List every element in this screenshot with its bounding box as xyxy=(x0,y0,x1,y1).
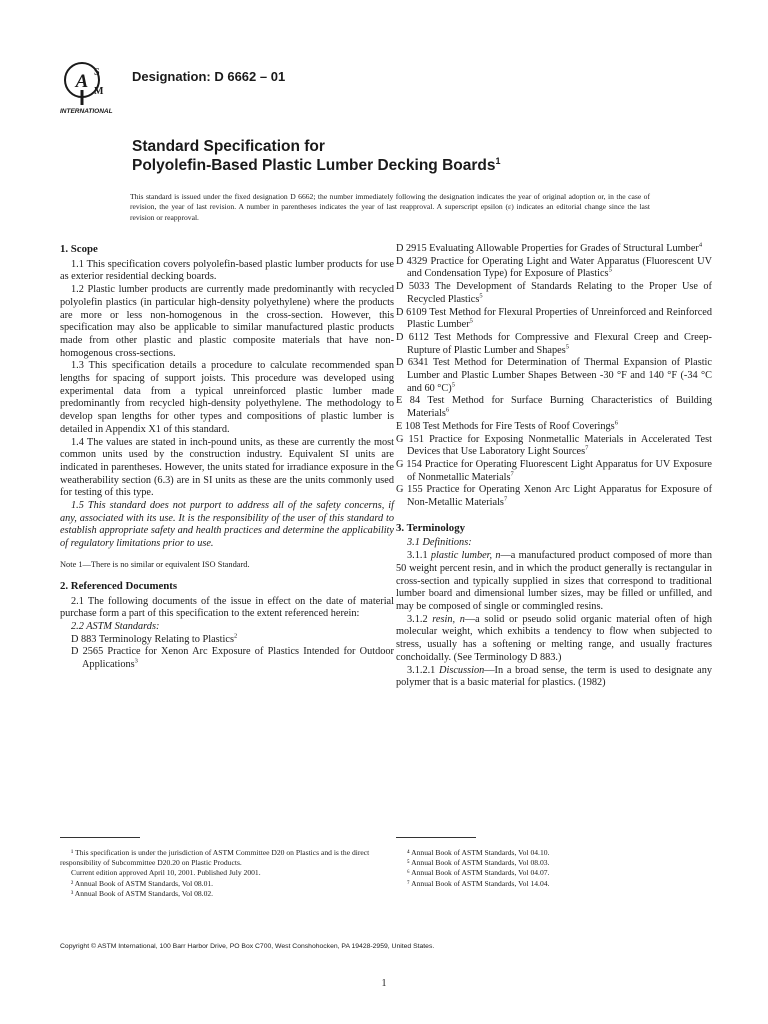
paragraph-1-1: 1.1 This specification covers polyolefin-based plastic lumber products for use as exterior residential decking boards. xyxy=(60,258,394,283)
reference-item: D 6109 Test Method for Flexural Properties of Unreinforced and Reinforced Plastic Lumber$^5$ xyxy=(396,306,712,331)
page-number: 1 xyxy=(381,978,387,989)
footnote: ⁴ Annual Book of ASTM Standards, Vol 04.10. xyxy=(407,848,550,857)
section-heading-references: 2. Referenced Documents xyxy=(60,579,178,592)
reference-item: D 2915 Evaluating Allowable Properties for Grades of Structural Lumber$^4$ xyxy=(396,241,703,254)
footnote: ⁶ Annual Book of ASTM Standards, Vol 04.07. xyxy=(407,868,550,878)
paragraph-2-1: 2.1 The following documents of the issue in effect on the date of material purchase form a part of this specification to the extent referenced herein: xyxy=(60,595,394,620)
designation: Designation: D 6662 – 01 xyxy=(132,69,286,84)
reference-item: G 154 Practice for Operating Fluorescent Light Apparatus for UV Exposure of Nonmetallic Materials$^7$ xyxy=(396,458,712,483)
reference-item: E 84 Test Method for Surface Burning Characteristics of Building Materials$^6$ xyxy=(396,395,712,420)
reference-item: E 108 Test Methods for Fire Tests of Roof Coverings$^6$ xyxy=(396,419,618,432)
paragraph-2-2: 2.2 ASTM Standards: xyxy=(71,620,160,632)
paragraph-3-1-1: 3.1.1 plastic lumber, n—a manufactured product composed of more than 50 weight percent resin, and in which the product generally is rectangular in cross-section and typically supplied in sizes that correspond to traditional lumber board and dimensional lumber sizes, may be filled or unfilled, and may be composed of single or commingled resins. xyxy=(396,550,712,612)
paragraph-1-4: 1.4 The values are stated in inch-pound units, as these are currently the most common units used by the construction industry. Equivalent SI units are indicated in parentheses. However, the units stated for irradiance exposure in the weatherability section (6.3) are in SI units as these are the units commonly used for testing of this type. xyxy=(60,436,394,499)
paragraph-3-1-2: 3.1.2 resin, n—a solid or pseudo solid organic material often of high molecular weight, which exhibits a tendency to flow when subjected to stress, usually has a softening or melting range, and usually fractures conchoidally. (See Terminology D 883.) xyxy=(396,613,713,663)
document-title xyxy=(132,137,501,175)
footnote: ² Annual Book of ASTM Standards, Vol 08.01. xyxy=(71,878,214,888)
footnote: ⁷ Annual Book of ASTM Standards, Vol 14.04. xyxy=(407,878,550,888)
paragraph-3-1-2-1: 3.1.2.1 Discussion—In a broad sense, the term is used to designate any polymer that is a basic material for plastics. (1982) xyxy=(396,664,713,689)
section-heading-scope: 1. Scope xyxy=(60,243,98,255)
footnote: ⁵ Annual Book of ASTM Standards, Vol 08.03. xyxy=(407,858,550,868)
reference-item: D 5033 The Development of Standards Relating to the Proper Use of Recycled Plastics$^5$ xyxy=(396,281,712,305)
svg-text:M: M xyxy=(94,86,104,97)
svg-text:A: A xyxy=(75,71,89,92)
title-line-1: Standard Specification for xyxy=(132,138,325,155)
footnote-rule-right xyxy=(396,837,476,838)
logo-text: INTERNATIONAL xyxy=(60,108,113,115)
paragraph-1-5: 1.5 This standard does not purport to address all of the safety concerns, if any, associated with its use. It is the responsibility of the user of this standard to establish appropriate safety and health practices and determine the applicability of regulatory limitations prior to use. xyxy=(60,500,394,550)
copyright-line: Copyright © ASTM International, 100 Barr Harbor Drive, PO Box C700, West Conshohocken, PA 19428-2959, United States. xyxy=(60,943,435,950)
title-line-2: Polyolefin-Based Plastic Lumber Decking Boards$^1$ xyxy=(132,155,501,174)
footnotes-left xyxy=(60,848,382,899)
reference-item: G 151 Practice for Exposing Nonmetallic Materials in Accelerated Test Devices that Use Laboratory Light Sources$^7$ xyxy=(396,433,712,458)
svg-text:S: S xyxy=(94,67,100,78)
footnotes-right xyxy=(396,848,712,889)
note-1: Note 1—There is no similar or equivalent ISO Standard. xyxy=(60,559,250,569)
astm-logo xyxy=(60,60,120,116)
reference-list xyxy=(396,243,712,510)
footnote: ¹ This specification is under the jurisdiction of ASTM Committee D20 on Plastics and is the direct responsibility of Subcommittee D20.20 on Plastic Products. xyxy=(60,848,370,868)
intro-notice: This standard is issued under the fixed designation D 6662; the number immediately following the designation indicates the year of original adoption or, in the case of revision, the year of last revision. A number in parentheses indicates the year of last reapproval. A superscript epsilon (ε) indicates an editorial change since the last revision or reapproval. xyxy=(130,192,650,222)
reference-item: D 6341 Test Method for Determination of Thermal Expansion of Plastic Lumber and Plastic Lumber Shapes Between -30 °F and 140 °F (-34 °C and 60 °C)$^5$ xyxy=(396,357,712,394)
section-heading-terminology: 3. Terminology xyxy=(396,521,465,534)
left-column xyxy=(60,243,394,672)
paragraph-1-3: 1.3 This specification details a procedure to calculate recommended span lengths for spacing of support joists. This procedure was developed using experimental data from a typical unreinforced plastic lumber made predominantly from recycled high-density polyethylene. The methodology to develop span lengths for other types and compositions of plastic lumber is detailed in Appendix X1 of this standard. xyxy=(60,360,394,435)
ref-d2565: D 2565 Practice for Xenon Arc Exposure of Plastics Intended for Outdoor Applications$^3$ xyxy=(71,646,394,671)
reference-item: D 4329 Practice for Operating Light and Water Apparatus (Fluorescent UV and Condensation Type) for Exposure of Plastics$^5$ xyxy=(396,255,712,280)
paragraph-1-2: 1.2 Plastic lumber products are currently made predominantly with recycled polyolefin plastics (in particular high-density polyethylene) where the products are more or less non-homogenous in the cross-section. However, this specification may also be applicable to similar manufactured plastic products made from other plastic and plastic composite materials that have non-homogenous cross-sections. xyxy=(60,284,394,359)
footnote: Current edition approved April 10, 2001. Published July 2001. xyxy=(71,868,261,878)
footnote-rule-left xyxy=(60,837,140,838)
right-column xyxy=(396,243,712,690)
footnote: ³ Annual Book of ASTM Standards, Vol 08.02. xyxy=(71,888,214,898)
reference-item: G 155 Practice for Operating Xenon Arc Light Apparatus for Exposure of Non-Metallic Materials$^7$ xyxy=(396,484,712,509)
paragraph-3-1: 3.1 Definitions: xyxy=(407,537,472,549)
ref-d883: D 883 Terminology Relating to Plastics$^2$ xyxy=(71,632,238,645)
reference-item: D 6112 Test Methods for Compressive and Flexural Creep and Creep-Rupture of Plastic Lumber and Shapes$^5$ xyxy=(396,331,712,356)
